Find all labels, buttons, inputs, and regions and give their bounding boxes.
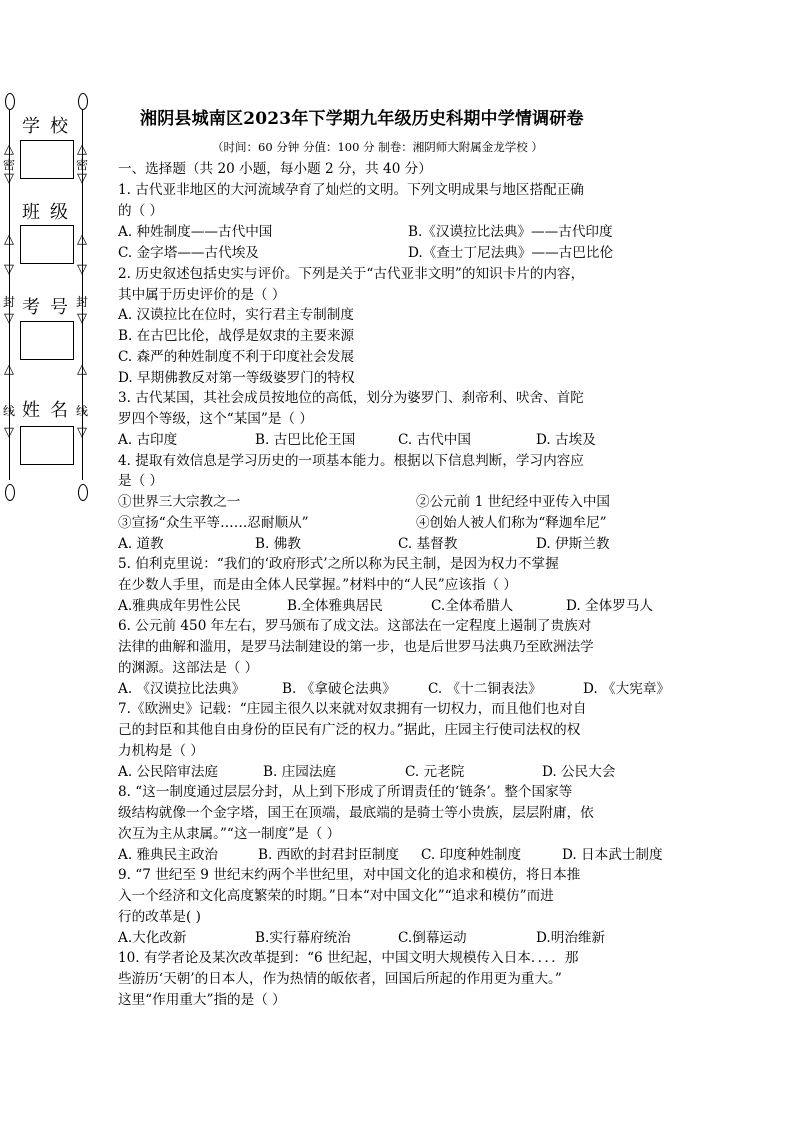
seal-char-mi: 密 xyxy=(3,158,16,172)
seal-char-feng: 封 xyxy=(76,295,89,309)
seal-triangle-icon: ▽ xyxy=(4,262,14,277)
option-d: D. 伊斯兰教 xyxy=(536,536,610,552)
question-stem: 力机构是（ ） xyxy=(118,743,204,759)
question-stem: 6. 公元前 450 年左右，罗马颁布了成文法。这部法在一定程度上遏制了贵族对 xyxy=(118,618,592,634)
question-stem: 是（ ） xyxy=(118,473,164,489)
question-stem: 法律的曲解和滥用，是罗马法制建设的第一步，也是后世罗马法典乃至欧洲法学 xyxy=(118,639,594,655)
option-b: B.实行幕府统治 xyxy=(255,930,351,946)
question-stem: 次互为主从隶属。”“这一制度”是（ ） xyxy=(118,826,341,842)
exam-number-label: 考号 xyxy=(22,297,78,318)
name-input[interactable] xyxy=(20,426,74,465)
option-d: D. 公民大会 xyxy=(542,764,616,780)
option-d: D. 《大宪章》 xyxy=(583,681,671,697)
option-b: B. 西欧的封君封臣制度 xyxy=(258,847,399,863)
info-item: ③宣扬“众生平等……忍耐顺从” xyxy=(118,515,309,531)
seal-char-xian: 线 xyxy=(76,404,89,418)
option-d: D.《查士丁尼法典》——古巴比伦 xyxy=(408,245,614,261)
option-c: C. 森严的种姓制度不利于印度社会发展 xyxy=(118,349,355,365)
option-b: B. 在古巴比伦，战俘是奴隶的主要来源 xyxy=(118,328,355,344)
seal-triangle-icon: ▽ xyxy=(77,262,87,277)
option-a: A. 《汉谟拉比法典》 xyxy=(118,681,246,697)
seal-char-mi: 密 xyxy=(76,158,89,172)
info-item: ①世界三大宗教之一 xyxy=(118,494,241,510)
question-stem: 其中属于历史评价的是（ ） xyxy=(118,287,286,303)
margin-oval xyxy=(78,93,88,110)
question-stem: 的（ ） xyxy=(118,203,164,219)
option-d: D. 古埃及 xyxy=(536,432,596,448)
question-stem: 的渊源。这部法是（ ） xyxy=(118,660,259,676)
seal-triangle-icon: △ xyxy=(4,142,14,157)
option-d: D. 早期佛教反对第一等级婆罗门的特权 xyxy=(118,370,355,386)
question-stem: 8. “这一制度通过层层分封，从上到下形成了所谓责任的‘链条’。整个国家等 xyxy=(118,784,573,800)
option-a: A.雅典成年男性公民 xyxy=(118,598,241,614)
section-heading: 一、选择题（共 20 小题，每小题 2 分，共 40 分） xyxy=(118,161,432,177)
option-b: B. 《拿破仑法典》 xyxy=(282,681,396,697)
question-stem: 7.《欧洲史》记载：“庄园主很久以来就对奴隶拥有一切权力，而且他们也对自 xyxy=(118,701,587,717)
option-c: C.全体希腊人 xyxy=(431,598,514,614)
info-item: ②公元前 1 世纪经中亚传入中国 xyxy=(416,494,611,510)
option-d: D. 全体罗马人 xyxy=(566,598,654,614)
seal-char-xian: 线 xyxy=(3,404,16,418)
option-a: A. 种姓制度——古代中国 xyxy=(118,224,273,240)
class-input[interactable] xyxy=(20,225,74,264)
seal-triangle-icon: ▽ xyxy=(77,311,87,326)
question-stem: 入一个经济和文化高度繁荣的时期。”日本“对中国文化”“追求和模仿”而进 xyxy=(118,888,554,904)
option-d: D.明治维新 xyxy=(536,930,606,946)
seal-triangle-icon: △ xyxy=(77,142,87,157)
option-b: B.《汉谟拉比法典》——古代印度 xyxy=(408,224,613,240)
question-stem: 4. 提取有效信息是学习历史的一项基本能力。根据以下信息判断，学习内容应 xyxy=(118,453,584,469)
seal-triangle-icon: △ xyxy=(4,232,14,247)
question-stem: 己的封臣和其他自由身份的臣民有广泛的权力。”据此，庄园主行使司法权的权 xyxy=(118,722,581,738)
margin-oval xyxy=(5,93,15,110)
info-item: ④创始人被人们称为“释迦牟尼” xyxy=(416,515,607,531)
option-c: C.倒幕运动 xyxy=(398,930,467,946)
seal-char-feng: 封 xyxy=(3,295,16,309)
option-b: B. 庄园法庭 xyxy=(263,764,337,780)
option-b: B. 古巴比伦王国 xyxy=(255,432,356,448)
question-stem: 10. 有学者论及某次改革提到：“6 世纪起，中国文明大规模传入日本．．．．那 xyxy=(118,950,579,966)
seal-triangle-icon: △ xyxy=(77,362,87,377)
exam-title: 湘阴县城南区2023年下学期九年级历史科期中学情调研卷 xyxy=(140,109,584,129)
seal-triangle-icon: ▽ xyxy=(77,171,87,186)
option-c: C. 《十二铜表法》 xyxy=(428,681,542,697)
question-stem: 2. 历史叙述包括史实与评价。下列是关于“古代亚非文明”的知识卡片的内容， xyxy=(118,266,585,282)
class-label: 班级 xyxy=(22,202,78,223)
question-stem: 级结构就像一个金字塔，国王在顶端，最底端的是骑士等小贵族，层层附庸，依 xyxy=(118,805,594,821)
option-a: A. 古印度 xyxy=(118,432,178,448)
option-c: C. 金字塔——古代埃及 xyxy=(118,245,259,261)
question-stem: 这里“作用重大”指的是（ ） xyxy=(118,992,286,1008)
margin-oval xyxy=(5,484,15,501)
option-a: A. 雅典民主政治 xyxy=(118,847,219,863)
school-label: 学校 xyxy=(22,116,78,137)
option-d: D. 日本武士制度 xyxy=(562,847,663,863)
question-stem: 些游历‘天朝’的日本人，作为热情的皈依者，回国后所起的作用更为重大。” xyxy=(118,971,562,987)
option-a: A.大化改新 xyxy=(118,930,187,946)
option-c: C. 元老院 xyxy=(405,764,465,780)
option-c: C. 基督教 xyxy=(398,536,458,552)
option-c: C. 印度种姓制度 xyxy=(421,847,522,863)
exam-subtitle: （时间：60 分钟 分值：100 分 制卷：湘阴师大附属金龙学校 ） xyxy=(212,140,543,154)
school-input[interactable] xyxy=(20,140,74,179)
question-stem: 3. 古代某国，其社会成员按地位的高低，划分为婆罗门、刹帝利、吠舍、首陀 xyxy=(118,390,584,406)
option-b: B. 佛教 xyxy=(255,536,301,552)
question-stem: 在少数人手里，而是由全体人民掌握。”材料中的“人民”应该指（ ） xyxy=(118,577,517,593)
seal-triangle-icon: △ xyxy=(77,232,87,247)
binding-margin xyxy=(0,88,100,508)
name-label: 姓名 xyxy=(22,400,78,421)
question-stem: 9. “7 世纪至 9 世纪末约两个半世纪里，对中国文化的追求和模仿，将日本推 xyxy=(118,867,581,883)
option-b: B.全体雅典居民 xyxy=(287,598,383,614)
seal-triangle-icon: ▽ xyxy=(4,311,14,326)
seal-triangle-icon: ▽ xyxy=(77,425,87,440)
seal-triangle-icon: ▽ xyxy=(4,171,14,186)
exam-number-input[interactable] xyxy=(20,321,74,360)
option-a: A. 道教 xyxy=(118,536,164,552)
question-stem: 行的改革是( ) xyxy=(118,909,201,925)
option-a: A. 汉谟拉比在位时，实行君主专制制度 xyxy=(118,307,354,323)
question-stem: 1. 古代亚非地区的大河流域孕育了灿烂的文明。下列文明成果与地区搭配正确 xyxy=(118,182,584,198)
seal-triangle-icon: ▽ xyxy=(4,425,14,440)
option-c: C. 古代中国 xyxy=(398,432,471,448)
option-a: A. 公民陪审法庭 xyxy=(118,764,219,780)
seal-triangle-icon: △ xyxy=(4,362,14,377)
question-stem: 罗四个等级，这个“某国”是（ ） xyxy=(118,411,313,427)
margin-oval xyxy=(78,484,88,501)
question-stem: 5. 伯利克里说：“我们的‘政府形式’之所以称为民主制，是因为权力不掌握 xyxy=(118,556,559,572)
